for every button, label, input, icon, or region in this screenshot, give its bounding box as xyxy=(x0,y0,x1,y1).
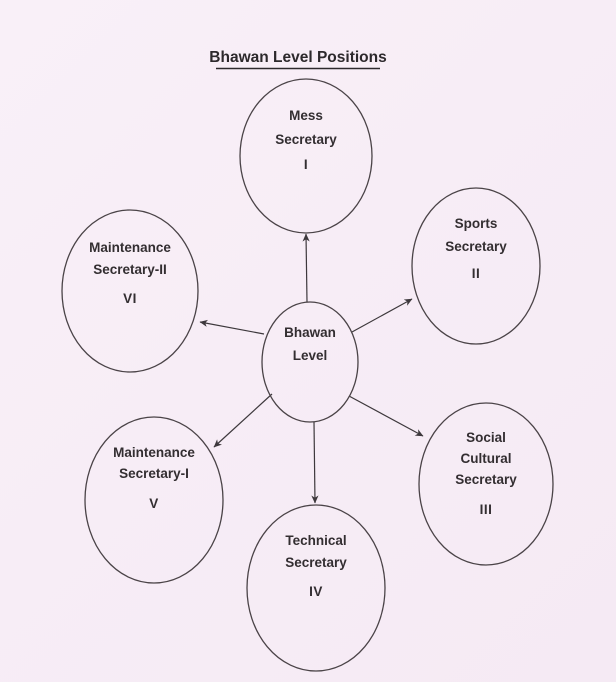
center-node-label-line2: Level xyxy=(292,348,328,363)
social-cultural-label-line2: Cultural xyxy=(460,451,512,466)
technical-secretary-label-line2: Secretary xyxy=(285,555,347,570)
center-node-label-line1: Bhawan xyxy=(284,325,336,340)
node-sports-secretary xyxy=(412,188,540,344)
social-cultural-label-line3: Secretary xyxy=(455,472,517,487)
social-cultural-numeral: III xyxy=(479,502,493,517)
maintenance-2-numeral: VI xyxy=(123,291,137,306)
mess-secretary-label-line1: Mess xyxy=(289,108,323,123)
sports-secretary-label-line2: Secretary xyxy=(445,239,507,254)
connector-center-to-mess xyxy=(306,234,307,302)
connector-center-to-social xyxy=(349,396,423,436)
social-cultural-label-line1: Social xyxy=(466,430,506,445)
diagram-title: Bhawan Level Positions xyxy=(209,49,387,66)
mess-secretary-numeral: I xyxy=(303,157,309,172)
node-maintenance-secretary-2 xyxy=(62,210,198,372)
node-technical-secretary xyxy=(247,505,385,671)
node-mess-secretary xyxy=(240,79,372,233)
center-node-bhawan-level xyxy=(262,302,358,422)
sports-secretary-label-line1: Sports xyxy=(454,216,498,231)
node-maintenance-secretary-1 xyxy=(85,417,223,583)
maintenance-2-label-line2: Secretary-II xyxy=(93,262,167,277)
mess-secretary-ellipse xyxy=(240,79,372,233)
connector-center-to-sports xyxy=(352,299,412,332)
maintenance-1-label-line1: Maintenance xyxy=(113,445,195,460)
connector-center-to-maintenance-1 xyxy=(214,394,272,447)
maintenance-2-label-line1: Maintenance xyxy=(89,240,171,255)
connector-center-to-technical xyxy=(314,422,315,503)
maintenance-1-label-line2: Secretary-I xyxy=(119,466,189,481)
technical-secretary-numeral: IV xyxy=(309,584,323,599)
mess-secretary-label-line2: Secretary xyxy=(275,132,337,147)
technical-secretary-label-line1: Technical xyxy=(285,533,347,548)
node-social-cultural-secretary xyxy=(419,403,553,565)
connector-center-to-maintenance-2 xyxy=(200,322,264,334)
maintenance-1-numeral: V xyxy=(149,496,159,511)
sports-secretary-numeral: II xyxy=(471,266,481,281)
